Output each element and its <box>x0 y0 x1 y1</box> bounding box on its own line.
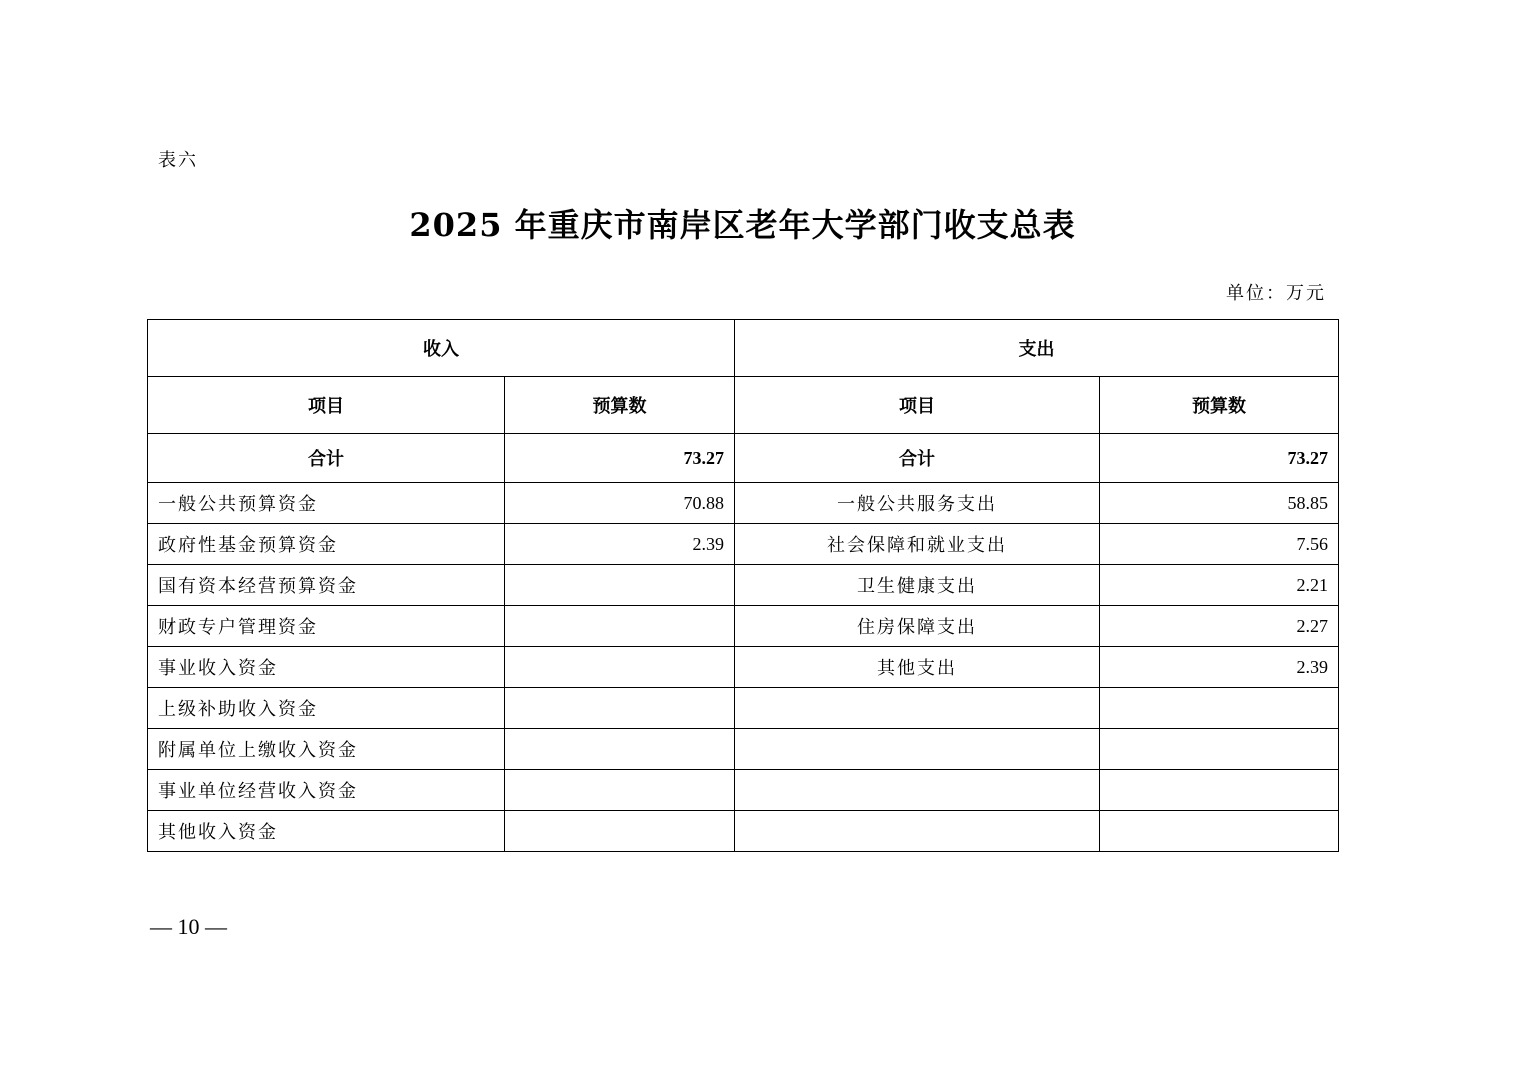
table-row <box>148 688 1339 729</box>
expense-value: 2.27 <box>1100 606 1339 647</box>
income-value <box>505 606 735 647</box>
income-item: 事业收入资金 <box>148 647 505 688</box>
income-item: 其他收入资金 <box>148 811 505 852</box>
expense-item: 其他支出 <box>735 647 1100 688</box>
table-row <box>148 770 1339 811</box>
income-item: 财政专户管理资金 <box>148 606 505 647</box>
expense-item <box>735 811 1100 852</box>
income-value <box>505 770 735 811</box>
expense-budget-column-header: 预算数 <box>1100 377 1339 434</box>
income-value: 70.88 <box>505 483 735 524</box>
table-row <box>148 811 1339 852</box>
table-row <box>148 606 1339 647</box>
income-item: 一般公共预算资金 <box>148 483 505 524</box>
expense-value: 7.56 <box>1100 524 1339 565</box>
expense-item: 卫生健康支出 <box>735 565 1100 606</box>
income-value: 2.39 <box>505 524 735 565</box>
table-label: 表六 <box>158 150 198 171</box>
expense-value <box>1100 688 1339 729</box>
expense-value <box>1100 770 1339 811</box>
income-value <box>505 729 735 770</box>
expense-item: 社会保障和就业支出 <box>735 524 1100 565</box>
expense-item: 一般公共服务支出 <box>735 483 1100 524</box>
income-value <box>505 811 735 852</box>
income-value <box>505 688 735 729</box>
section-header-row <box>148 320 1339 377</box>
income-item: 上级补助收入资金 <box>148 688 505 729</box>
income-item: 国有资本经营预算资金 <box>148 565 505 606</box>
income-value <box>505 647 735 688</box>
expense-item-column-header: 项目 <box>735 377 1100 434</box>
budget-table <box>147 319 1339 852</box>
table-row <box>148 483 1339 524</box>
total-row <box>148 434 1339 483</box>
income-item: 事业单位经营收入资金 <box>148 770 505 811</box>
expense-total-label: 合计 <box>735 434 1100 483</box>
income-budget-column-header: 预算数 <box>505 377 735 434</box>
income-item: 政府性基金预算资金 <box>148 524 505 565</box>
expense-header: 支出 <box>735 320 1339 377</box>
table-row <box>148 729 1339 770</box>
document-title: 2025 年重庆市南岸区老年大学部门收支总表 <box>409 206 1076 244</box>
income-value <box>505 565 735 606</box>
expense-item: 住房保障支出 <box>735 606 1100 647</box>
expense-total-value: 73.27 <box>1100 434 1339 483</box>
income-header: 收入 <box>148 320 735 377</box>
expense-item <box>735 729 1100 770</box>
expense-item <box>735 770 1100 811</box>
expense-value: 2.39 <box>1100 647 1339 688</box>
income-item-column-header: 项目 <box>148 377 505 434</box>
table-row <box>148 565 1339 606</box>
income-item: 附属单位上缴收入资金 <box>148 729 505 770</box>
column-header-row <box>148 377 1339 434</box>
expense-value: 58.85 <box>1100 483 1339 524</box>
expense-value <box>1100 729 1339 770</box>
expense-value <box>1100 811 1339 852</box>
income-total-value: 73.27 <box>505 434 735 483</box>
page-number: — 10 — <box>150 914 227 939</box>
expense-value: 2.21 <box>1100 565 1339 606</box>
table-row <box>148 647 1339 688</box>
income-total-label: 合计 <box>148 434 505 483</box>
unit-label: 单位：万元 <box>1226 283 1326 304</box>
table-row <box>148 524 1339 565</box>
expense-item <box>735 688 1100 729</box>
